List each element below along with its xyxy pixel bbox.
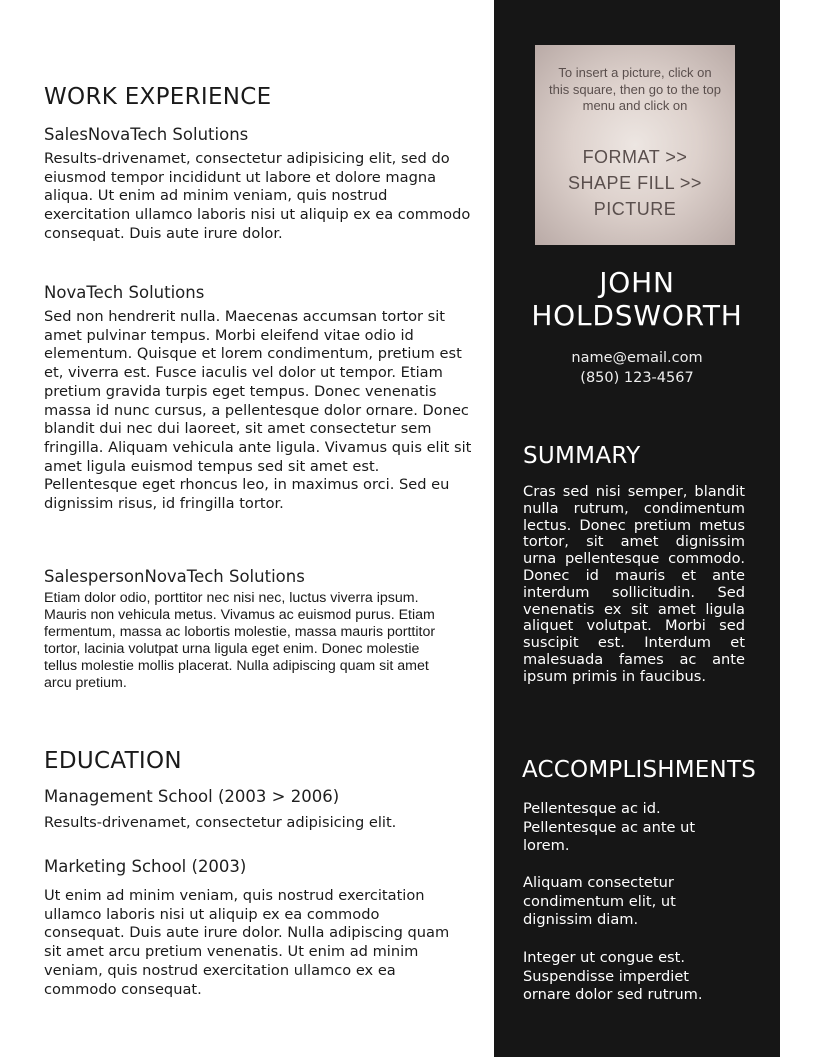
accomplishment-item: Pellentesque ac id. Pellentesque ac ante ut lorem. — [523, 800, 696, 855]
photo-instruction: To insert a picture, click on this square, then go to the top menu and click on — [549, 65, 722, 113]
job-description: Etiam dolor odio, porttitor nec nisi nec, luctus viverra ipsum. Mauris non vehicula metus. Vivamus ac euismod purus. Etiam fermentum, massa ac lobortis molestie, massa mauris porttitor tortor, lacinia volutpat urna ligula eget enim. Donec molestie tellus molestie mollis placerat. Nulla adipiscing quam sit amet arcu pretium. — [44, 590, 436, 691]
accomplishment-item: Integer ut congue est. Suspendisse imperdiet ornare dolor sed rutrum. — [523, 949, 703, 1004]
photo-step: FORMAT >> — [582, 147, 688, 167]
school-title: Management School (2003 > 2006) — [44, 787, 340, 806]
first-name: JOHN — [599, 266, 675, 299]
accomplishments-heading-text: ACCOMPLISHMENTS — [522, 757, 756, 783]
phone-text: (850) 123-4567 — [580, 370, 694, 386]
photo-step: SHAPE FILL >> — [568, 173, 702, 193]
job-title: SalespersonNovaTech Solutions — [44, 567, 305, 586]
job-title: NovaTech Solutions — [44, 283, 205, 302]
school-title: Marketing School (2003) — [44, 857, 247, 876]
job-title: SalesNovaTech Solutions — [44, 125, 249, 144]
summary-heading: SUMMARY — [523, 443, 641, 469]
school-description: Ut enim ad minim veniam, quis nostrud exercitation ullamco laboris nisi ut aliquip ex ea commodo consequat. Duis aute irure dolor. Nulla adipiscing quam sit amet arcu pretium venenatis. Ut enim ad minim veniam, quis nostrud exercitation ullamco ex ea commodo consequat. — [44, 887, 450, 998]
work-experience-heading: WORK EXPERIENCE — [44, 84, 272, 110]
photo-steps — [545, 144, 725, 222]
education-heading: EDUCATION — [44, 748, 182, 774]
job-description: Results-drivenamet, consectetur adipisicing elit, sed do eiusmod tempor incididunt ut labore et dolore magna aliqua. Ut enim ad minim veniam, quis nostrud exercitation ullamco laboris nisi ut aliquip ex ea commodo consequat. Duis aute irure dolor. — [44, 150, 471, 242]
photo-step: PICTURE — [593, 199, 677, 219]
photo-placeholder[interactable] — [535, 45, 735, 245]
summary-text: Cras sed nisi semper, blandit nulla rutrum, condimentum lectus. Donec pretium metus tortor, sit amet dignissim urna pellentesque commodo. Donec id mauris et ante interdum sollicitudin. Sed venenatis ex sit amet ligula aliquet volutpat. Morbi sed suscipit est. Interdum et malesuada fames ac ante ipsum primis in faucibus. — [523, 483, 745, 685]
sidebar — [494, 0, 780, 1057]
accomplishments-heading — [522, 756, 780, 787]
email-text: name@email.com — [571, 350, 703, 366]
job-description: Sed non hendrerit nulla. Maecenas accumsan tortor sit amet pulvinar tempus. Morbi eleifend vitae odio id elementum. Quisque et lorem condimentum, pretium est et, viverra est. Fusce iaculis vel dolor ut tempor. Etiam pretium gravida turpis eget tempus. Donec venenatis massa id nunc cursus, a pellentesque dolor ornare. Donec blandit dui nec dui laoreet, sit amet consectetur sem fringilla. Aliquam vehicula ante ligula. Vivamus quis elit sit amet ligula euismod tempus sed sit amet est. Pellentesque eget rhoncus leo, in maximus orci. Sed eu dignissim risus, id fringilla tortor. — [44, 308, 472, 513]
accomplishment-item: Aliquam consectetur condimentum elit, ut dignissim diam. — [523, 874, 676, 929]
school-description: Results-drivenamet, consectetur adipisicing elit. — [44, 814, 397, 831]
candidate-name — [494, 266, 780, 332]
last-name: HOLDSWORTH — [531, 299, 743, 332]
